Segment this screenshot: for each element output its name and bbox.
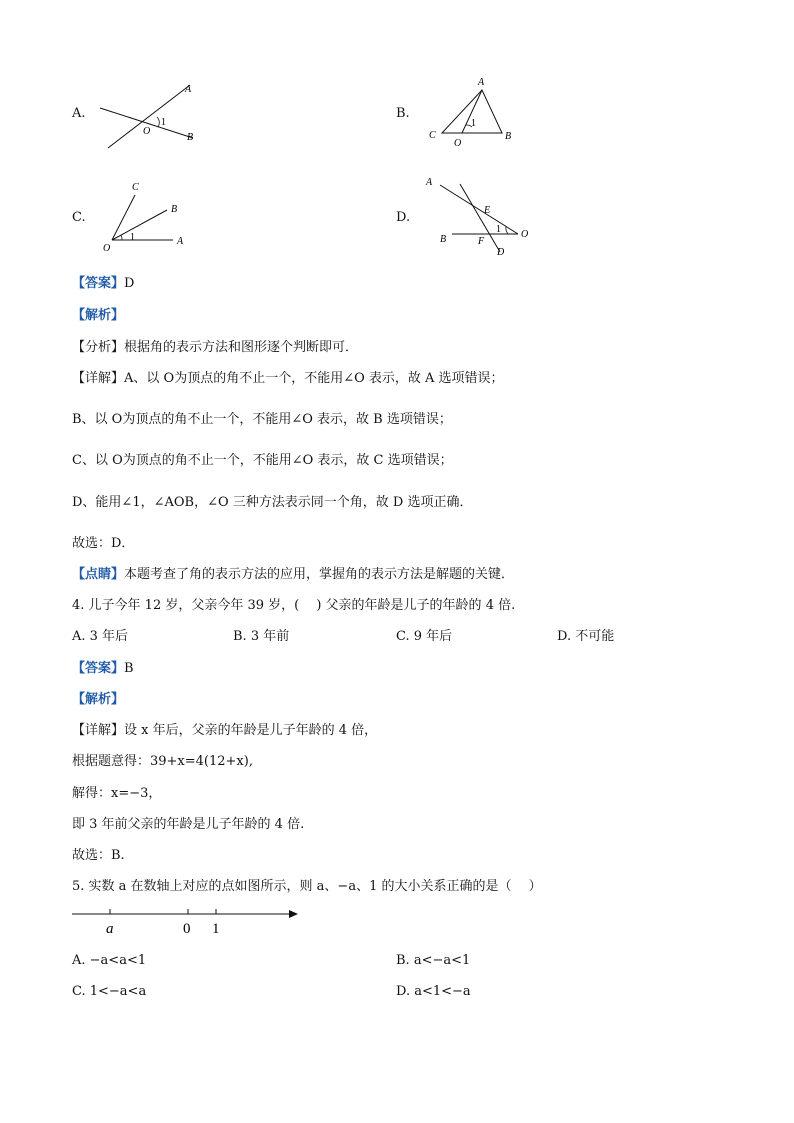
q4-choose-line: 故选：B. — [72, 848, 125, 863]
q4-answer-value: B — [124, 661, 134, 676]
q3-choose-line: 故选：D． — [72, 536, 135, 551]
q3-xiangjie-line-c: C、以 O为顶点的角不止一个，不能用∠O 表示，故 C 选项错误； — [72, 453, 453, 468]
figure-option-d — [422, 172, 542, 262]
figure-option-a — [95, 75, 235, 155]
answer-tag: 【答案】 — [72, 661, 125, 676]
fig-b-point-a: A — [478, 77, 485, 88]
answer-tag: 【答案】 — [72, 276, 125, 291]
dianjing-tag: 【点睛】 — [72, 567, 125, 582]
q5-option-c: C. 1<−a<a — [72, 984, 147, 999]
q4-option-b: B. 3 年前 — [233, 629, 290, 644]
option-c-label: C. — [72, 210, 86, 225]
fig-d-point-f: F — [478, 236, 485, 247]
q4-option-a: A. 3 年后 — [72, 629, 129, 644]
axis-label-one: 1 — [212, 921, 220, 937]
fig-d-point-e: E — [484, 205, 491, 216]
q5-stem: 5. 实数 a 在数轴上对应的点如图所示，则 a、−a、1 的大小关系正确的是（ ） — [72, 879, 542, 894]
xiangjie-tag: 【详解】 — [72, 371, 125, 386]
fig-d-point-o: O — [521, 229, 529, 240]
fenxi-tag: 【分析】 — [72, 340, 125, 355]
xiangjie-tag: 【详解】 — [72, 723, 125, 738]
q3-fenxi-line — [72, 339, 358, 357]
q5-option-a: A. −a<a<1 — [72, 953, 147, 968]
fig-c-point-a: A — [177, 236, 184, 247]
q5-option-b: B. a<−a<1 — [396, 953, 471, 968]
q4-line3: 解得：x=−3， — [72, 786, 162, 801]
jiexi-tag: 【解析】 — [72, 308, 125, 323]
q4-option-c: C. 9 年后 — [396, 629, 453, 644]
fig-b-angle-1: 1 — [471, 118, 476, 129]
axis-label-zero: 0 — [183, 921, 191, 937]
q4-stem: 4. 儿子今年 12 岁，父亲今年 39 岁，( ) 父亲的年龄是儿子的年龄的 4 倍. — [72, 598, 516, 613]
option-d-label: D. — [396, 210, 411, 225]
q4-answer-line — [72, 660, 134, 678]
jiexi-tag: 【解析】 — [72, 692, 125, 707]
fig-b-point-b: B — [505, 131, 512, 142]
dianjing-text: 本题考查了角的表示方法的应用，掌握角的表示方法是解题的关键． — [124, 567, 515, 582]
q4-option-d: D. 不可能 — [557, 629, 615, 644]
figure-option-c — [95, 178, 205, 258]
option-b-label: B. — [396, 106, 410, 121]
fig-b-point-c: C — [429, 130, 436, 141]
option-a-label: A. — [72, 106, 86, 121]
q4-xiangjie-line — [72, 722, 377, 740]
fig-d-point-b: B — [440, 234, 447, 245]
q3-answer-line — [72, 275, 134, 293]
fig-a-point-b: B — [187, 132, 194, 143]
fig-c-point-b: B — [171, 204, 178, 215]
fig-a-point-a: A — [185, 84, 192, 95]
axis-label-a: a — [106, 921, 114, 937]
q4-line1: 设 x 年后，父亲的年龄是儿子年龄的 4 倍， — [124, 723, 378, 738]
fig-d-point-d: D — [497, 247, 505, 258]
xiangjie-a-text: A、以 O为顶点的角不止一个，不能用∠O 表示，故 A 选项错误； — [124, 371, 504, 386]
q3-dianjing-line — [72, 566, 514, 584]
fig-d-angle-1: 1 — [496, 224, 501, 235]
q3-xiangjie-line-d: D、能用∠1，∠AOB，∠O 三种方法表示同一个角，故 D 选项正确． — [72, 495, 473, 510]
q4-jiexi-line — [72, 691, 124, 709]
fig-c-angle-1: 1 — [130, 232, 135, 243]
fig-a-angle-1: 1 — [161, 117, 166, 128]
q4-line2: 根据题意得：39+x=4(12+x), — [72, 754, 253, 769]
q5-option-d: D. a<1<−a — [396, 984, 471, 999]
q3-xiangjie-line-b: B、以 O为顶点的角不止一个，不能用∠O 表示，故 B 选项错误； — [72, 412, 452, 427]
fig-d-point-a: A — [426, 177, 433, 188]
q3-jiexi-line — [72, 307, 124, 325]
fig-c-point-c: C — [132, 182, 139, 193]
fig-c-point-o: O — [103, 243, 111, 254]
fig-a-point-o: O — [143, 126, 151, 137]
number-line-figure — [70, 905, 310, 941]
fig-b-point-o: O — [454, 138, 462, 149]
q3-xiangjie-line-a — [72, 370, 504, 388]
figure-option-b — [425, 75, 525, 155]
q4-line4: 即 3 年前父亲的年龄是儿子年龄的 4 倍. — [72, 817, 305, 832]
fenxi-text: 根据角的表示方法和图形逐个判断即可． — [124, 340, 359, 355]
q3-answer-value: D — [124, 276, 135, 291]
